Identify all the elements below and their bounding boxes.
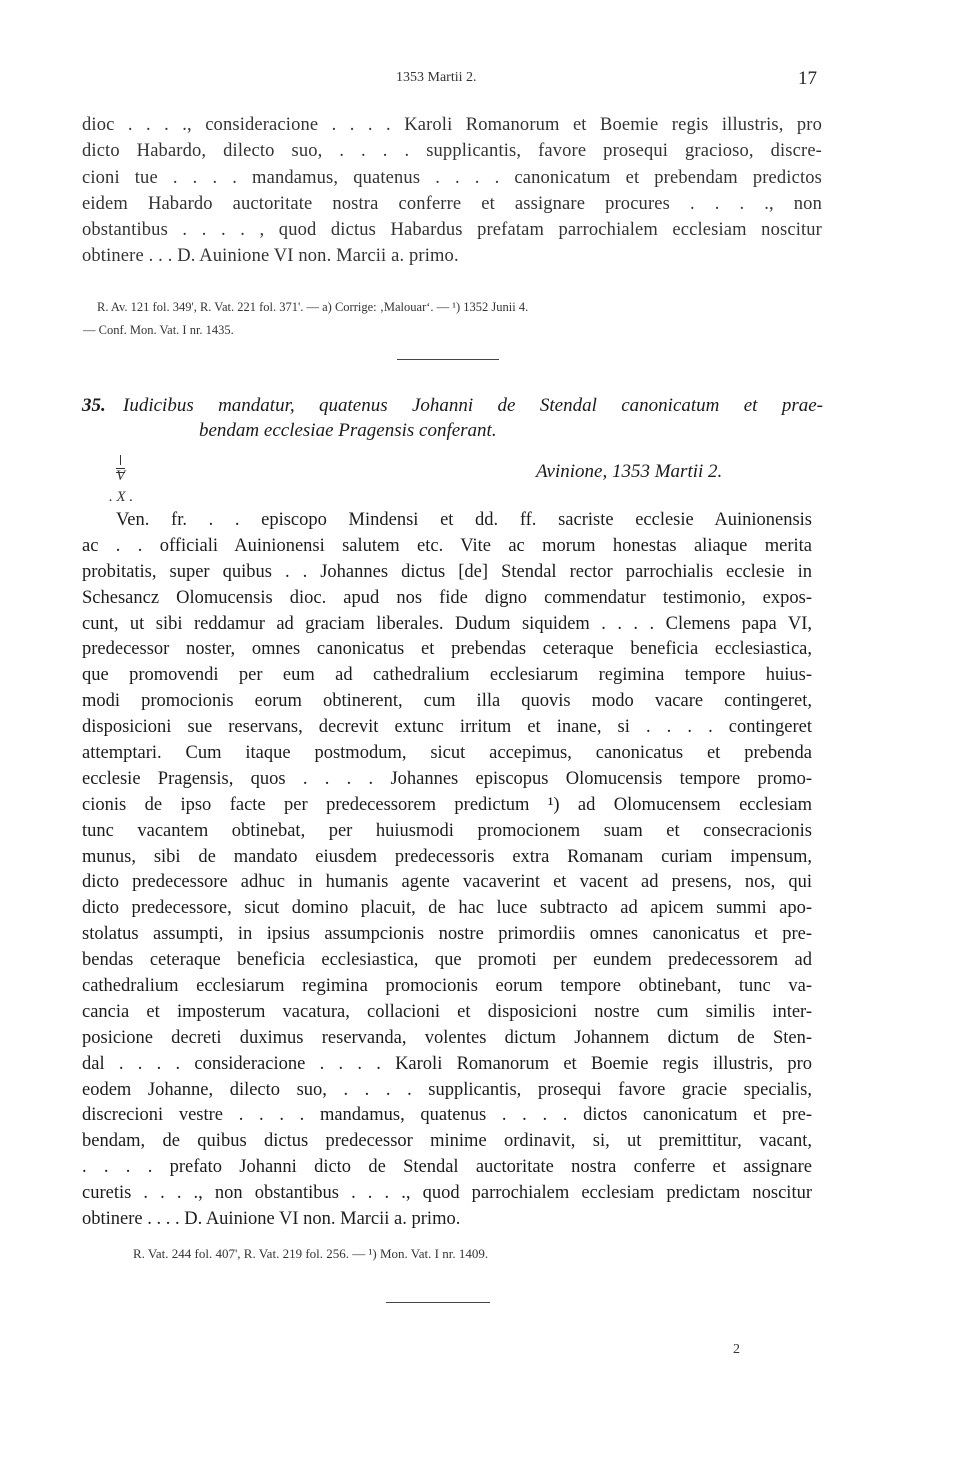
text-line: eidem Habardo auctoritate nostra conferre et assignare procures . . . ., non: [82, 193, 822, 214]
text-line: . . . . prefato Johanni dicto de Stendal auctoritate nostra conferre et assignare: [82, 1157, 812, 1178]
text-line: modi promocionis eorum obtinerent, cum illa quovis modo vacare contingeret,: [82, 691, 812, 712]
text-line: posicione decreti duximus reservanda, volentes dictum Johannem dictum de Sten-: [82, 1027, 812, 1048]
text-line: disposicioni sue reservans, decrevit extunc irritum et inane, si . . . . contingeret: [82, 717, 812, 738]
text-line: eodem Johanne, dilecto suo, . . . . supplicantis, prosequi favore gracie specialis,: [82, 1079, 812, 1100]
text-line: bendas ceteraque beneficia ecclesiastica, que promoti per eundem predecessorem ad: [82, 950, 812, 971]
previous-entry-text: [82, 115, 822, 273]
text-line: ecclesie Pragensis, quos . . . . Johannes episcopus Olomucensis tempore promo-: [82, 768, 812, 789]
marginal-rule: [120, 455, 121, 465]
marginal-note: V: [116, 468, 126, 484]
text-line: dioc . . . ., consideracione . . . . Karoli Romanorum et Boemie regis illustris, pro: [82, 115, 822, 135]
text-line: stolatus assumpti, in ipsius assumpcionis nostre primordiis omnes canonicatus et pre-: [82, 924, 812, 945]
text-line: obstantibus . . . . , quod dictus Habardus prefatam parrochialem ecclesiam noscitur: [82, 220, 822, 241]
page-number: 17: [798, 68, 817, 89]
running-head: 1353 Martii 2.: [396, 70, 477, 85]
document-number: 35.: [82, 395, 106, 416]
archival-note: — Conf. Mon. Vat. I nr. 1435.: [83, 323, 234, 337]
text-line: cionis de ipso facte per predecessorem predictum ¹) ad Olomucensem ecclesiam: [82, 794, 812, 815]
text-line: curetis . . . ., non obstantibus . . . ., quod parrochialem ecclesiam predictam noscitur: [82, 1183, 812, 1204]
dateline: Avinione, 1353 Martii 2.: [536, 461, 723, 482]
text-line: munus, sibi de mandato eiusdem predecessoris extra Romanam curiam impensum,: [82, 846, 812, 867]
text-line: tunc vacantem obtinebat, per huiusmodi promocionem suam et consecracionis: [82, 820, 812, 841]
text-line: dicto Habardo, dilecto suo, . . . . supplicantis, favore prosequi gracioso, discre-: [82, 141, 822, 162]
text-line: ac . . officiali Auinionensi salutem etc. Vite ac morum honestas aliaque merita: [82, 535, 812, 556]
text-line: dal . . . . consideracione . . . . Karoli Romanorum et Boemie regis illustris, pro: [82, 1053, 812, 1074]
text-line: obtinere . . . . D. Auinione VI non. Marcii a. primo.: [82, 1209, 461, 1230]
marginal-note: . X .: [109, 489, 134, 505]
text-line: dicto predecessore adhuc in humanis agente vacaverint et vacent ad presens, nos, qui: [82, 872, 812, 893]
text-line: obtinere . . . D. Auinione VI non. Marcii a. primo.: [82, 246, 459, 267]
rubric-line: bendam ecclesiae Pragensis conferant.: [199, 420, 497, 441]
archival-note: R. Vat. 244 fol. 407', R. Vat. 219 fol. 256. — ¹) Mon. Vat. I nr. 1409.: [133, 1246, 489, 1261]
text-line: cathedralium ecclesiarum regimina promocionis eorum tempore obtinebant, tunc va-: [82, 976, 812, 997]
section-divider: [397, 359, 499, 360]
text-line: que promovendi per eum ad cathedralium ecclesiarum regimina tempore huius-: [82, 665, 812, 686]
text-line: bendam, de quibus dictus predecessor minime ordinavit, si, ut premittitur, vacant,: [82, 1131, 812, 1152]
text-line: probitatis, super quibus . . Johannes dictus [de] Stendal rector parrochialis ecclesie in: [82, 561, 812, 582]
text-line: cancia et imposterum vacatura, collacioni et disposicioni nostre cum similis inter-: [82, 1001, 812, 1022]
archival-note: R. Av. 121 fol. 349', R. Vat. 221 fol. 371'. — a) Corrige: ‚Malouar‘. — ¹) 1352 Junii 4.: [97, 300, 529, 314]
text-line: cunt, ut sibi reddamur ad graciam liberales. Dudum siquidem . . . . Clemens papa VI,: [82, 613, 812, 634]
rubric-line: Iudicibus mandatur, quatenus Johanni de Stendal canonicatum et prae-: [123, 395, 823, 416]
entry-body: [82, 510, 812, 1235]
signature-mark: 2: [733, 1342, 740, 1357]
text-line: discrecioni vestre . . . . mandamus, quatenus . . . . dictos canonicatum et pre-: [82, 1105, 812, 1126]
text-line: Schesancz Olomucensis dioc. apud nos fide digno commendatur testimonio, expos-: [82, 587, 812, 608]
text-line: cioni tue . . . . mandamus, quatenus . . . . canonicatum et prebendam predictos: [82, 167, 822, 188]
text-line: attemptari. Cum itaque postmodum, sicut accepimus, canonicatus et prebenda: [82, 743, 812, 764]
text-line: dicto predecessore, sicut domino placuit, de hac luce subtracto ad apicem summi apo-: [82, 898, 812, 919]
section-divider: [386, 1302, 490, 1303]
text-line: predecessor noster, omnes canonicatus et prebendas ceteraque beneficia ecclesiastica,: [82, 639, 812, 660]
text-line: Ven. fr. . . episcopo Mindensi et dd. ff. sacriste ecclesie Auinionensis: [116, 510, 812, 530]
